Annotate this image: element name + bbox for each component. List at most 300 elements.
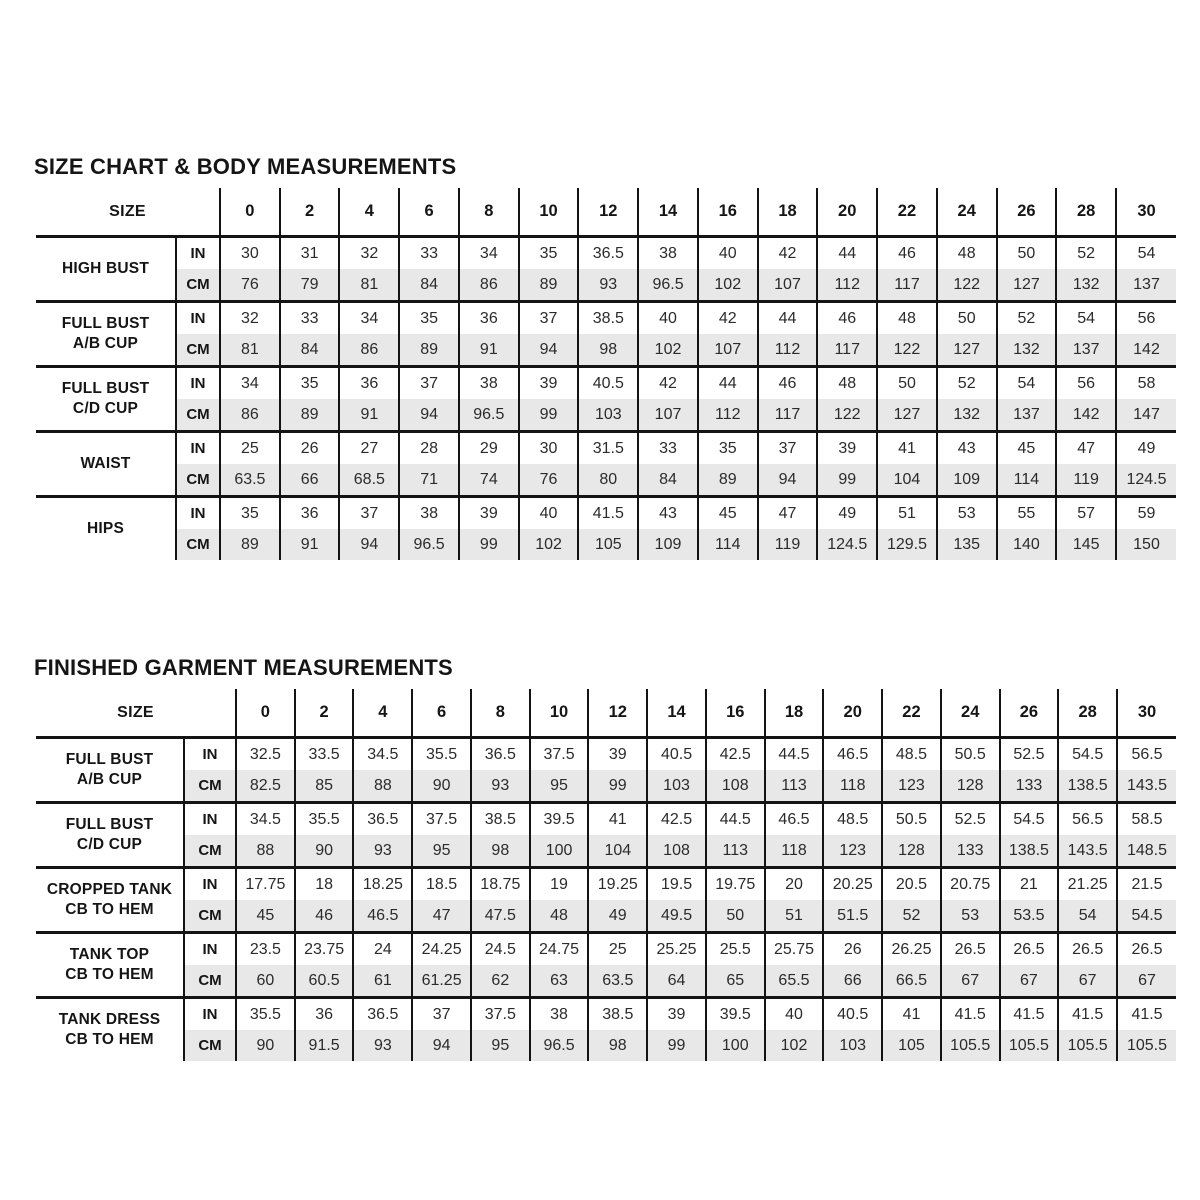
size-header-cell: 18 xyxy=(758,188,818,237)
value-cell-in: 24.75 xyxy=(530,933,589,966)
value-cell-in: 20 xyxy=(765,868,824,901)
value-cell-in: 54 xyxy=(997,367,1057,400)
unit-cm-cell: CM xyxy=(176,529,220,560)
value-cell-in: 58.5 xyxy=(1117,803,1176,836)
value-cell-cm: 113 xyxy=(765,770,824,803)
value-cell-cm: 84 xyxy=(399,269,459,302)
value-cell-in: 42 xyxy=(638,367,698,400)
value-cell-in: 50 xyxy=(937,302,997,335)
value-cell-cm: 124.5 xyxy=(1116,464,1176,497)
value-cell-in: 55 xyxy=(997,497,1057,530)
value-cell-cm: 127 xyxy=(937,334,997,367)
value-cell-cm: 147 xyxy=(1116,399,1176,432)
value-cell-cm: 104 xyxy=(877,464,937,497)
value-cell-in: 26 xyxy=(823,933,882,966)
value-cell-in: 48 xyxy=(937,237,997,270)
row-label xyxy=(36,302,176,367)
value-cell-in: 56 xyxy=(1056,367,1116,400)
value-cell-cm: 103 xyxy=(823,1030,882,1061)
value-cell-cm: 142 xyxy=(1116,334,1176,367)
body-measurements-title: SIZE CHART & BODY MEASUREMENTS xyxy=(34,154,457,179)
value-cell-in: 35 xyxy=(220,497,280,530)
value-cell-cm: 53.5 xyxy=(1000,900,1059,933)
unit-cm-cell: CM xyxy=(184,1030,236,1061)
value-cell-in: 38 xyxy=(459,367,519,400)
value-cell-cm: 93 xyxy=(353,835,412,868)
value-cell-in: 41 xyxy=(588,803,647,836)
value-cell-cm: 61 xyxy=(353,965,412,998)
value-cell-cm: 65 xyxy=(706,965,765,998)
row-label-line2: A/B CUP xyxy=(72,335,139,352)
value-cell-in: 19.5 xyxy=(647,868,706,901)
value-cell-in: 52 xyxy=(997,302,1057,335)
value-cell-cm: 94 xyxy=(519,334,579,367)
value-cell-in: 40 xyxy=(519,497,579,530)
row-label xyxy=(36,998,184,1062)
unit-in-cell: IN xyxy=(176,432,220,465)
value-cell-in: 41.5 xyxy=(578,497,638,530)
unit-cm-cell: CM xyxy=(176,269,220,302)
value-cell-in: 41 xyxy=(882,998,941,1031)
value-cell-cm: 99 xyxy=(647,1030,706,1061)
value-cell-cm: 51.5 xyxy=(823,900,882,933)
value-cell-in: 40 xyxy=(698,237,758,270)
value-cell-in: 25 xyxy=(588,933,647,966)
value-cell-in: 32 xyxy=(220,302,280,335)
value-cell-cm: 89 xyxy=(399,334,459,367)
row-label-line2: CB TO HEM xyxy=(65,966,154,983)
value-cell-in: 46 xyxy=(758,367,818,400)
value-cell-in: 44 xyxy=(698,367,758,400)
value-cell-in: 47 xyxy=(758,497,818,530)
size-header-cell: 18 xyxy=(765,689,824,738)
value-cell-in: 50.5 xyxy=(882,803,941,836)
value-cell-cm: 143.5 xyxy=(1058,835,1117,868)
value-cell-in: 41.5 xyxy=(1058,998,1117,1031)
unit-in-cell: IN xyxy=(176,237,220,270)
value-cell-in: 58 xyxy=(1116,367,1176,400)
value-cell-cm: 119 xyxy=(758,529,818,560)
value-cell-cm: 54.5 xyxy=(1117,900,1176,933)
value-cell-cm: 123 xyxy=(823,835,882,868)
value-cell-in: 52.5 xyxy=(1000,738,1059,771)
value-cell-in: 20.25 xyxy=(823,868,882,901)
value-cell-in: 38.5 xyxy=(471,803,530,836)
row-label xyxy=(36,237,176,302)
value-cell-in: 34 xyxy=(220,367,280,400)
value-cell-in: 21 xyxy=(1000,868,1059,901)
value-cell-cm: 81 xyxy=(339,269,399,302)
value-cell-in: 48 xyxy=(877,302,937,335)
value-cell-in: 41 xyxy=(877,432,937,465)
value-cell-cm: 49.5 xyxy=(647,900,706,933)
size-header-cell: 2 xyxy=(295,689,354,738)
size-label: SIZE xyxy=(117,703,154,721)
row-label-line1: HIPS xyxy=(87,520,124,538)
row-label-line2: CB TO HEM xyxy=(65,1031,154,1048)
row-label-line2: CB TO HEM xyxy=(65,901,154,918)
value-cell-cm: 112 xyxy=(758,334,818,367)
value-cell-cm: 85 xyxy=(295,770,354,803)
value-cell-cm: 138.5 xyxy=(1058,770,1117,803)
value-cell-cm: 103 xyxy=(578,399,638,432)
value-cell-cm: 128 xyxy=(882,835,941,868)
value-cell-in: 26.5 xyxy=(1117,933,1176,966)
value-cell-in: 37.5 xyxy=(530,738,589,771)
value-cell-cm: 117 xyxy=(877,269,937,302)
unit-cm-cell: CM xyxy=(176,399,220,432)
value-cell-cm: 84 xyxy=(638,464,698,497)
size-header-cell: 8 xyxy=(459,188,519,237)
value-cell-cm: 94 xyxy=(758,464,818,497)
value-cell-in: 39.5 xyxy=(706,998,765,1031)
value-cell-in: 31.5 xyxy=(578,432,638,465)
value-cell-in: 25 xyxy=(220,432,280,465)
value-cell-cm: 108 xyxy=(706,770,765,803)
value-cell-in: 45 xyxy=(698,497,758,530)
size-header-cell: 10 xyxy=(530,689,589,738)
measurement-row-cm xyxy=(36,464,1176,497)
value-cell-cm: 86 xyxy=(339,334,399,367)
size-header-cell: 4 xyxy=(339,188,399,237)
value-cell-cm: 138.5 xyxy=(1000,835,1059,868)
value-cell-in: 44 xyxy=(817,237,877,270)
value-cell-in: 41.5 xyxy=(1000,998,1059,1031)
value-cell-cm: 90 xyxy=(236,1030,295,1061)
value-cell-cm: 100 xyxy=(706,1030,765,1061)
row-label-line1: FULL BUST xyxy=(65,816,154,834)
value-cell-cm: 112 xyxy=(817,269,877,302)
unit-cm-cell: CM xyxy=(176,464,220,497)
value-cell-in: 35.5 xyxy=(412,738,471,771)
measurement-row-cm xyxy=(36,770,1176,803)
value-cell-cm: 102 xyxy=(519,529,579,560)
value-cell-cm: 67 xyxy=(1058,965,1117,998)
value-cell-cm: 61.25 xyxy=(412,965,471,998)
value-cell-in: 56.5 xyxy=(1117,738,1176,771)
value-cell-cm: 99 xyxy=(817,464,877,497)
value-cell-cm: 105.5 xyxy=(1000,1030,1059,1061)
value-cell-in: 50 xyxy=(997,237,1057,270)
size-header-cell: 12 xyxy=(578,188,638,237)
unit-in-cell: IN xyxy=(176,367,220,400)
size-header-cell: 24 xyxy=(937,188,997,237)
value-cell-in: 34 xyxy=(459,237,519,270)
value-cell-cm: 48 xyxy=(530,900,589,933)
value-cell-in: 59 xyxy=(1116,497,1176,530)
value-cell-in: 39 xyxy=(519,367,579,400)
value-cell-cm: 132 xyxy=(937,399,997,432)
value-cell-in: 38.5 xyxy=(588,998,647,1031)
size-header-row xyxy=(36,188,1176,237)
value-cell-cm: 137 xyxy=(1056,334,1116,367)
value-cell-cm: 89 xyxy=(698,464,758,497)
measurement-row-in xyxy=(36,998,1176,1031)
value-cell-cm: 107 xyxy=(758,269,818,302)
value-cell-in: 26 xyxy=(280,432,340,465)
row-label-line2: C/D CUP xyxy=(72,400,139,417)
value-cell-cm: 98 xyxy=(588,1030,647,1061)
measurement-row-in xyxy=(36,868,1176,901)
measurement-row-cm xyxy=(36,900,1176,933)
value-cell-in: 18.5 xyxy=(412,868,471,901)
value-cell-in: 48.5 xyxy=(882,738,941,771)
size-header-cell: 24 xyxy=(941,689,1000,738)
size-header-cell: 2 xyxy=(280,188,340,237)
value-cell-cm: 94 xyxy=(412,1030,471,1061)
row-label-line1: WAIST xyxy=(80,455,131,473)
value-cell-in: 51 xyxy=(877,497,937,530)
value-cell-in: 24.5 xyxy=(471,933,530,966)
row-label-line1: HIGH BUST xyxy=(61,260,150,278)
value-cell-cm: 94 xyxy=(399,399,459,432)
size-header-cell: 28 xyxy=(1056,188,1116,237)
value-cell-in: 19.25 xyxy=(588,868,647,901)
value-cell-cm: 94 xyxy=(339,529,399,560)
value-cell-cm: 60 xyxy=(236,965,295,998)
measurement-row-in xyxy=(36,738,1176,771)
value-cell-cm: 90 xyxy=(295,835,354,868)
value-cell-in: 37 xyxy=(758,432,818,465)
value-cell-in: 17.75 xyxy=(236,868,295,901)
size-header-cell: 6 xyxy=(412,689,471,738)
value-cell-cm: 117 xyxy=(817,334,877,367)
value-cell-in: 37 xyxy=(412,998,471,1031)
value-cell-cm: 96.5 xyxy=(530,1030,589,1061)
measurement-row-in xyxy=(36,497,1176,530)
value-cell-in: 40.5 xyxy=(647,738,706,771)
value-cell-in: 52 xyxy=(1056,237,1116,270)
value-cell-in: 25.25 xyxy=(647,933,706,966)
value-cell-in: 39 xyxy=(459,497,519,530)
value-cell-in: 57 xyxy=(1056,497,1116,530)
value-cell-cm: 96.5 xyxy=(638,269,698,302)
value-cell-cm: 104 xyxy=(588,835,647,868)
row-label-line2: C/D CUP xyxy=(76,836,143,853)
value-cell-in: 34.5 xyxy=(236,803,295,836)
size-header-cell: 30 xyxy=(1117,689,1176,738)
value-cell-in: 49 xyxy=(817,497,877,530)
unit-in-cell: IN xyxy=(184,998,236,1031)
value-cell-cm: 66 xyxy=(823,965,882,998)
unit-in-cell: IN xyxy=(184,803,236,836)
value-cell-cm: 74 xyxy=(459,464,519,497)
value-cell-in: 27 xyxy=(339,432,399,465)
value-cell-cm: 90 xyxy=(412,770,471,803)
value-cell-in: 18.25 xyxy=(353,868,412,901)
size-header-cell: 16 xyxy=(706,689,765,738)
value-cell-cm: 67 xyxy=(1117,965,1176,998)
value-cell-in: 19 xyxy=(530,868,589,901)
value-cell-cm: 95 xyxy=(530,770,589,803)
value-cell-cm: 114 xyxy=(698,529,758,560)
value-cell-in: 36 xyxy=(295,998,354,1031)
value-cell-in: 24.25 xyxy=(412,933,471,966)
value-cell-cm: 119 xyxy=(1056,464,1116,497)
value-cell-in: 35 xyxy=(280,367,340,400)
value-cell-cm: 122 xyxy=(817,399,877,432)
value-cell-cm: 76 xyxy=(220,269,280,302)
value-cell-cm: 105 xyxy=(578,529,638,560)
row-label xyxy=(36,933,184,998)
row-label xyxy=(36,868,184,933)
measurement-row-in xyxy=(36,803,1176,836)
value-cell-in: 53 xyxy=(937,497,997,530)
size-header-cell: 30 xyxy=(1116,188,1176,237)
size-header-cell: 10 xyxy=(519,188,579,237)
value-cell-in: 44 xyxy=(758,302,818,335)
value-cell-in: 52.5 xyxy=(941,803,1000,836)
value-cell-cm: 123 xyxy=(882,770,941,803)
value-cell-cm: 117 xyxy=(758,399,818,432)
value-cell-cm: 95 xyxy=(471,1030,530,1061)
value-cell-in: 30 xyxy=(519,432,579,465)
value-cell-cm: 99 xyxy=(519,399,579,432)
value-cell-in: 36 xyxy=(459,302,519,335)
value-cell-cm: 114 xyxy=(997,464,1057,497)
value-cell-in: 25.5 xyxy=(706,933,765,966)
value-cell-in: 37 xyxy=(519,302,579,335)
value-cell-in: 26.5 xyxy=(941,933,1000,966)
value-cell-cm: 67 xyxy=(1000,965,1059,998)
value-cell-in: 52 xyxy=(937,367,997,400)
row-label-line1: FULL BUST xyxy=(61,315,150,333)
value-cell-cm: 98 xyxy=(471,835,530,868)
measurement-row-cm xyxy=(36,334,1176,367)
value-cell-cm: 105.5 xyxy=(941,1030,1000,1061)
value-cell-cm: 118 xyxy=(823,770,882,803)
measurement-row-in xyxy=(36,302,1176,335)
unit-in-cell: IN xyxy=(176,497,220,530)
unit-cm-cell: CM xyxy=(184,770,236,803)
value-cell-in: 54.5 xyxy=(1000,803,1059,836)
value-cell-cm: 127 xyxy=(877,399,937,432)
value-cell-cm: 96.5 xyxy=(459,399,519,432)
measurement-row-in xyxy=(36,237,1176,270)
size-header-cell: 4 xyxy=(353,689,412,738)
value-cell-cm: 47 xyxy=(412,900,471,933)
value-cell-in: 33 xyxy=(638,432,698,465)
value-cell-cm: 49 xyxy=(588,900,647,933)
value-cell-cm: 62 xyxy=(471,965,530,998)
value-cell-in: 36 xyxy=(339,367,399,400)
value-cell-in: 20.75 xyxy=(941,868,1000,901)
value-cell-cm: 118 xyxy=(765,835,824,868)
value-cell-cm: 140 xyxy=(997,529,1057,560)
value-cell-in: 46.5 xyxy=(823,738,882,771)
measurement-row-cm xyxy=(36,269,1176,302)
value-cell-cm: 50 xyxy=(706,900,765,933)
size-header-cell: 26 xyxy=(997,188,1057,237)
size-header-cell: 26 xyxy=(1000,689,1059,738)
value-cell-in: 38 xyxy=(638,237,698,270)
value-cell-cm: 91 xyxy=(459,334,519,367)
value-cell-cm: 102 xyxy=(638,334,698,367)
value-cell-cm: 93 xyxy=(471,770,530,803)
measurement-row-cm xyxy=(36,835,1176,868)
value-cell-in: 28 xyxy=(399,432,459,465)
value-cell-in: 48 xyxy=(817,367,877,400)
value-cell-in: 35.5 xyxy=(236,998,295,1031)
value-cell-cm: 63 xyxy=(530,965,589,998)
value-cell-cm: 89 xyxy=(220,529,280,560)
unit-in-cell: IN xyxy=(184,868,236,901)
value-cell-in: 33 xyxy=(399,237,459,270)
row-label xyxy=(36,738,184,803)
unit-cm-cell: CM xyxy=(184,835,236,868)
value-cell-in: 50 xyxy=(877,367,937,400)
value-cell-cm: 135 xyxy=(937,529,997,560)
body-measurements-section xyxy=(34,155,1200,560)
value-cell-in: 26.25 xyxy=(882,933,941,966)
row-label-line2: A/B CUP xyxy=(76,771,143,788)
value-cell-cm: 109 xyxy=(638,529,698,560)
value-cell-in: 34.5 xyxy=(353,738,412,771)
size-header-cell: 0 xyxy=(236,689,295,738)
size-header-cell: 14 xyxy=(647,689,706,738)
value-cell-in: 31 xyxy=(280,237,340,270)
value-cell-cm: 54 xyxy=(1058,900,1117,933)
size-header-cell: 6 xyxy=(399,188,459,237)
value-cell-cm: 148.5 xyxy=(1117,835,1176,868)
size-header-cell: 20 xyxy=(817,188,877,237)
value-cell-cm: 60.5 xyxy=(295,965,354,998)
value-cell-in: 20.5 xyxy=(882,868,941,901)
value-cell-in: 38 xyxy=(530,998,589,1031)
value-cell-in: 54.5 xyxy=(1058,738,1117,771)
value-cell-cm: 132 xyxy=(997,334,1057,367)
value-cell-cm: 102 xyxy=(698,269,758,302)
value-cell-in: 35 xyxy=(698,432,758,465)
value-cell-in: 18.75 xyxy=(471,868,530,901)
value-cell-cm: 150 xyxy=(1116,529,1176,560)
value-cell-cm: 107 xyxy=(698,334,758,367)
value-cell-cm: 108 xyxy=(647,835,706,868)
value-cell-in: 23.5 xyxy=(236,933,295,966)
value-cell-in: 42.5 xyxy=(706,738,765,771)
measurement-row-cm xyxy=(36,529,1176,560)
value-cell-cm: 53 xyxy=(941,900,1000,933)
row-label-line1: FULL BUST xyxy=(65,751,154,769)
value-cell-in: 29 xyxy=(459,432,519,465)
value-cell-in: 37 xyxy=(399,367,459,400)
garment-measurements-section xyxy=(34,656,1200,1061)
row-label-line1: FULL BUST xyxy=(61,380,150,398)
value-cell-cm: 66 xyxy=(280,464,340,497)
value-cell-cm: 76 xyxy=(519,464,579,497)
value-cell-cm: 127 xyxy=(997,269,1057,302)
value-cell-in: 46 xyxy=(877,237,937,270)
unit-in-cell: IN xyxy=(176,302,220,335)
value-cell-cm: 95 xyxy=(412,835,471,868)
garment-measurements-title: FINISHED GARMENT MEASUREMENTS xyxy=(34,655,453,680)
value-cell-in: 44.5 xyxy=(765,738,824,771)
value-cell-cm: 100 xyxy=(530,835,589,868)
row-label xyxy=(36,497,176,561)
value-cell-cm: 132 xyxy=(1056,269,1116,302)
value-cell-cm: 88 xyxy=(236,835,295,868)
value-cell-in: 39 xyxy=(817,432,877,465)
value-cell-in: 18 xyxy=(295,868,354,901)
value-cell-in: 37 xyxy=(339,497,399,530)
value-cell-in: 36 xyxy=(280,497,340,530)
value-cell-cm: 122 xyxy=(937,269,997,302)
row-label-line1: TANK TOP xyxy=(69,946,150,964)
value-cell-in: 46 xyxy=(817,302,877,335)
row-label-line1: TANK DRESS xyxy=(58,1011,161,1029)
value-cell-cm: 143.5 xyxy=(1117,770,1176,803)
measurement-row-in xyxy=(36,432,1176,465)
